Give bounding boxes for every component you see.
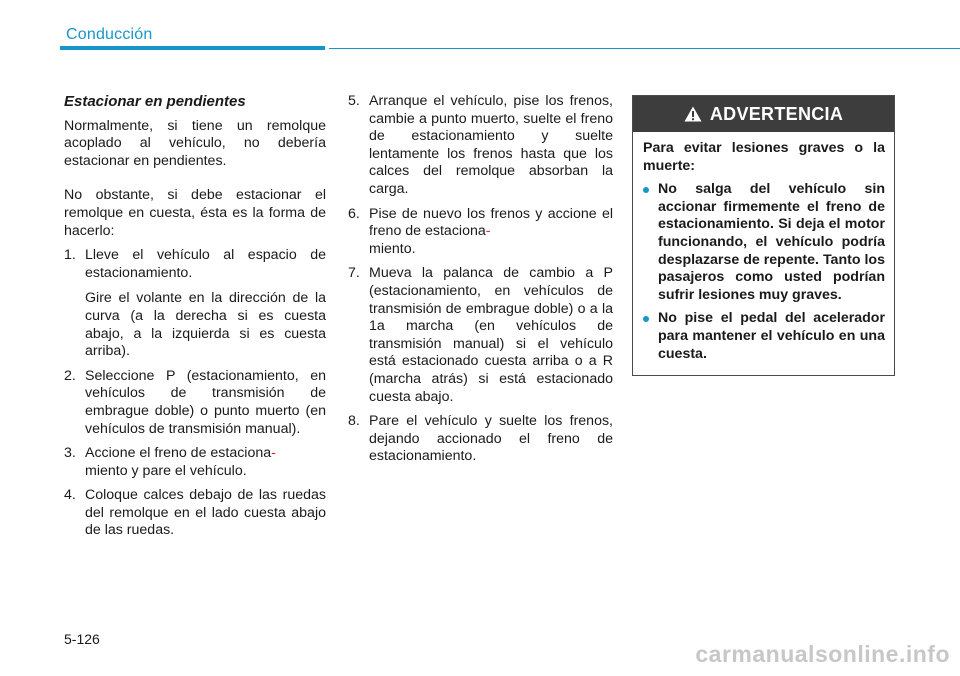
step-text-part-a: Pise de nuevo los frenos y accione el freno de estaciona <box>369 205 613 240</box>
warning-intro: Para evitar lesiones graves o la muerte: <box>643 140 885 174</box>
warning-title: ADVERTENCIA <box>709 103 844 124</box>
step-text <box>85 445 326 480</box>
section-title: Conducción <box>66 26 153 43</box>
warning-bullet-text: No salga del vehículo sin accionar firmemente el freno de estacionamiento. Si deja el motor funcionando, el vehículo podría desplazarse de repente. Tanto los pasajeros como usted podrían sufrir lesiones muy graves. <box>658 181 885 303</box>
step-text <box>369 206 613 259</box>
bullet-dot-icon <box>643 316 649 322</box>
step-subtext: Gire el volante en la dirección de la curva (a la derecha si es cuesta abajo, a la izquierda si es cuesta arriba). <box>85 290 326 360</box>
steps-list-left <box>64 247 326 540</box>
hyphen-mark: - <box>271 445 276 462</box>
step-text-part-b: miento y pare el vehículo. <box>85 462 247 479</box>
step-text-part-a: Accione el freno de estaciona <box>85 445 272 462</box>
step-6 <box>348 206 613 259</box>
warning-triangle-icon <box>684 106 702 122</box>
step-text: Coloque calces debajo de las ruedas del remolque en el lado cuesta abajo de las ruedas. <box>85 487 326 539</box>
hyphen-mark: - <box>485 223 491 240</box>
step-1 <box>64 247 326 361</box>
header-rule-thick <box>60 46 325 50</box>
step-3 <box>64 445 326 480</box>
page-number: 5-126 <box>64 631 100 647</box>
bullet-dot-icon <box>643 187 649 193</box>
left-column <box>64 93 326 547</box>
step-text: Lleve el vehículo al espacio de estacionamiento. <box>85 247 326 281</box>
step-text: Seleccione P (estacionamiento, en vehículos de transmisión de embrague doble) o punto muerto (en vehículos de transmisión manual). <box>85 367 326 437</box>
watermark: carmanualsonline.info <box>695 641 950 667</box>
middle-column <box>348 93 613 473</box>
step-text: Mueva la palanca de cambio a P (estacionamiento, en vehículos de transmisión de embrague doble) o a la 1a marcha (en vehículos de transmisión manual) si el vehículo está estacionado cuesta arriba o a R (marcha atrás) si está estacionado cuesta abajo. <box>369 265 613 405</box>
warning-bullet <box>643 310 885 363</box>
warning-body <box>633 132 894 363</box>
step-number: 5. <box>348 93 360 109</box>
intro-paragraph: Normalmente, si tiene un remolque acoplado al vehículo, no debería estacionar en pendientes. <box>64 117 326 169</box>
step-number: 1. <box>64 247 76 264</box>
instruction-paragraph: No obstante, si debe estacionar el remolque en cuesta, ésta es la forma de hacerlo: <box>64 187 326 239</box>
step-8 <box>348 413 613 466</box>
warning-bullet <box>643 181 885 304</box>
section-heading: Estacionar en pendientes <box>64 93 246 110</box>
step-number: 8. <box>348 413 360 430</box>
steps-list-middle <box>348 93 613 466</box>
step-text: Arranque el vehículo, pise los frenos, cambie a punto muerto, suelte el freno de estacionamiento y suelte lentamente los frenos hasta que los calces del remolque absorban la carga. <box>369 93 613 197</box>
step-number: 3. <box>64 445 76 462</box>
header-rule-thin <box>329 48 960 49</box>
step-number: 4. <box>64 487 76 504</box>
step-number: 7. <box>348 265 360 282</box>
step-number: 6. <box>348 205 360 222</box>
warning-header <box>633 96 894 132</box>
warning-bullet-text: No pise el pedal del acelerador para mantener el vehículo en una cuesta. <box>658 310 885 362</box>
step-text: Pare el vehículo y suelte los frenos, dejando accionado el freno de estacionamiento. <box>369 413 613 465</box>
step-5 <box>348 93 613 199</box>
step-2 <box>64 368 326 438</box>
step-7 <box>348 265 613 406</box>
warning-box <box>632 95 895 376</box>
warning-bullets <box>643 181 885 363</box>
step-4 <box>64 487 326 540</box>
step-text-part-b: miento. <box>369 240 416 257</box>
step-number: 2. <box>64 367 76 384</box>
